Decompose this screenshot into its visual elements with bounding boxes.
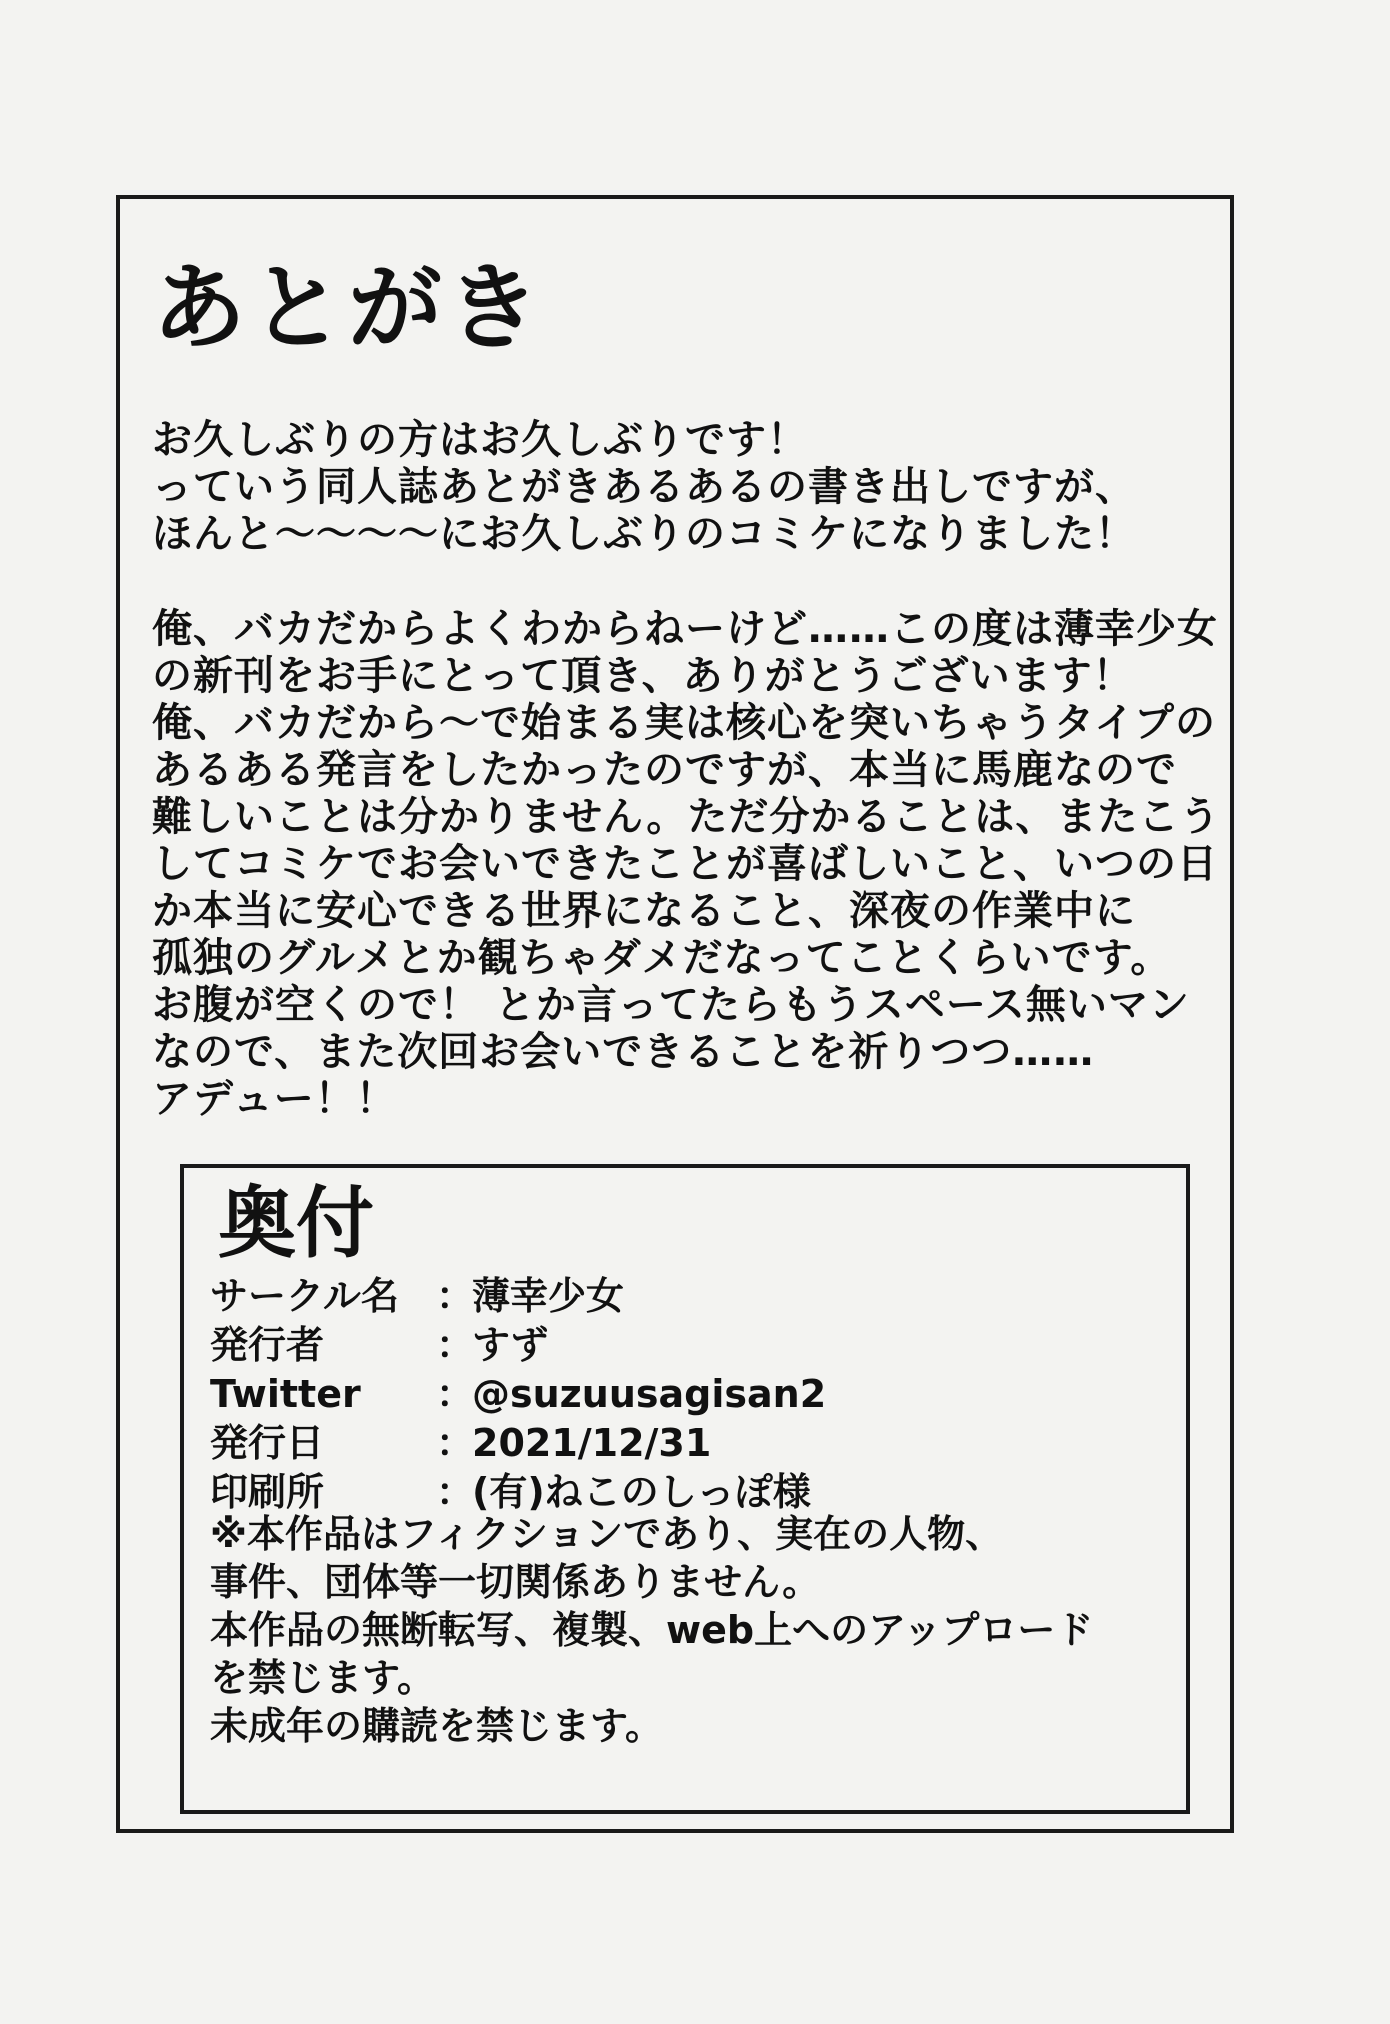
afterword-line: ほんと〜〜〜〜にお久しぶりのコミケになりました！ xyxy=(152,511,1136,557)
colophon-label: 印刷所 xyxy=(210,1470,325,1514)
colophon-value: @suzuusagisan2 xyxy=(472,1372,827,1416)
afterword-line: なので、また次回お会いできることを祈りつつ…… xyxy=(152,1029,1095,1075)
afterword-line: 孤独のグルメとか観ちゃダメだなってことくらいです。 xyxy=(152,935,1172,981)
colophon-separator: ： xyxy=(436,1274,475,1318)
afterword-line: 俺、バカだからよくわからねーけど……この度は薄幸少女 xyxy=(152,606,1218,652)
afterword-line: あるある発言をしたかったのですが、本当に馬鹿なので xyxy=(152,747,1177,793)
notice-line: ※本作品はフィクションであり、実在の人物、 xyxy=(210,1512,1004,1556)
colophon-label: サークル名 xyxy=(210,1274,399,1318)
colophon-value: すず xyxy=(472,1323,549,1367)
notice-line: 本作品の無断転写、複製、web上へのアップロード xyxy=(210,1608,1094,1652)
afterword-line: アデュー！！ xyxy=(152,1076,397,1122)
colophon-label: 発行者 xyxy=(210,1323,325,1367)
colophon-separator: ： xyxy=(436,1372,475,1416)
afterword-line: お久しぶりの方はお久しぶりです！ xyxy=(152,417,808,463)
afterword-line: の新刊をお手にとって頂き、ありがとうございます！ xyxy=(152,653,1134,699)
colophon-title: 奥付 xyxy=(218,1179,375,1269)
afterword-line: っていう同人誌あとがきあるあるの書き出しですが、 xyxy=(152,464,1136,510)
afterword-line: か本当に安心できる世界になること、深夜の作業中に xyxy=(152,888,1136,934)
colophon-value: 2021/12/31 xyxy=(472,1421,712,1465)
afterword-line: お腹が空くので！ とか言ってたらもうスペース無いマン xyxy=(152,982,1190,1028)
notice-line: 未成年の購読を禁じます。 xyxy=(210,1704,663,1748)
colophon-label: 発行日 xyxy=(210,1421,325,1465)
colophon-label: Twitter xyxy=(210,1372,361,1416)
colophon-separator: ： xyxy=(436,1470,475,1514)
afterword-line: してコミケでお会いできたことが喜ばしいこと、いつの日 xyxy=(152,841,1218,887)
afterword-title: あとがき xyxy=(152,254,545,363)
colophon-separator: ： xyxy=(436,1421,475,1465)
colophon-value: 薄幸少女 xyxy=(472,1274,625,1318)
colophon-notes xyxy=(210,1512,1094,1755)
notice-line: 事件、団体等一切関係ありません。 xyxy=(210,1560,821,1604)
colophon-separator: ： xyxy=(436,1323,475,1367)
afterword-line: 俺、バカだから〜で始まる実は核心を突いちゃうタイプの xyxy=(152,700,1216,746)
afterword-body xyxy=(152,417,1221,1126)
notice-line: を禁じます。 xyxy=(210,1656,435,1700)
afterword-line: 難しいことは分かりません。ただ分かることは、またこう xyxy=(152,794,1221,840)
paragraph-gap xyxy=(152,561,1220,609)
colophon-value: (有)ねこのしっぽ様 xyxy=(472,1470,811,1514)
